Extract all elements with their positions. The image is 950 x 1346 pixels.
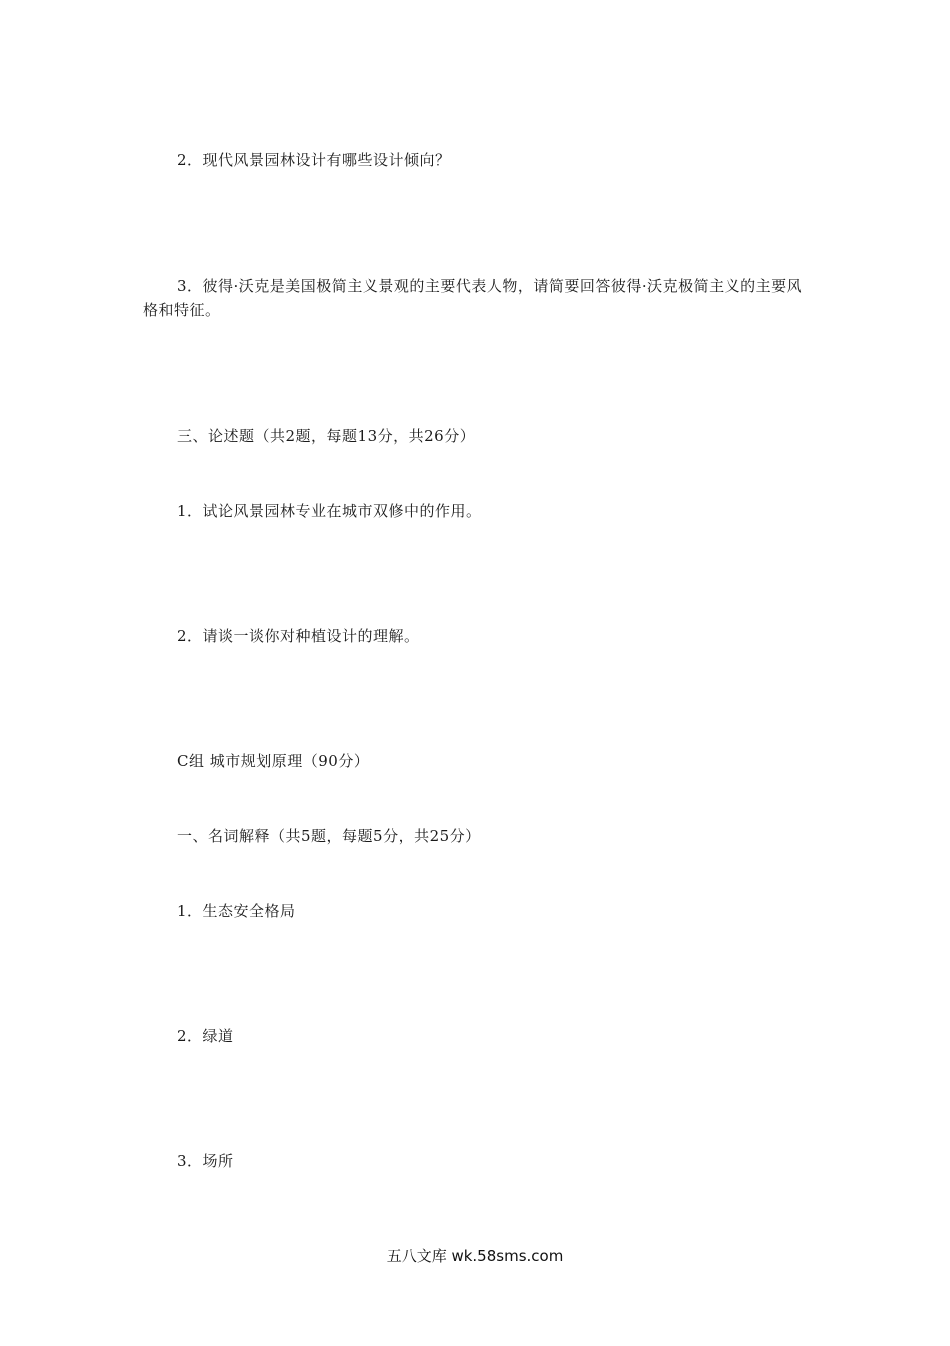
group-c-heading: C组 城市规划原理（90分） [177,752,370,770]
question-2-design-trends: 2．现代风景园林设计有哪些设计倾向？ [177,151,451,169]
footer-watermark: 五八文库 wk.58sms.com [386,1247,564,1265]
term-question-3: 3．场所 [177,1152,234,1170]
section-one-heading: 一、名词解释（共5题，每题5分，共25分） [177,827,481,845]
section-three-heading: 三、论述题（共2题，每题13分，共26分） [177,427,476,445]
essay-question-2: 2．请谈一谈你对种植设计的理解。 [177,627,420,645]
question-3-peter-walker: 3．彼得·沃克是美国极简主义景观的主要代表人物，请简要回答彼得·沃克极简主义的主要风格和特征。 [143,277,803,319]
term-question-1: 1．生态安全格局 [177,902,296,920]
term-question-2: 2．绿道 [177,1027,234,1045]
essay-question-1: 1．试论风景园林专业在城市双修中的作用。 [177,502,482,520]
